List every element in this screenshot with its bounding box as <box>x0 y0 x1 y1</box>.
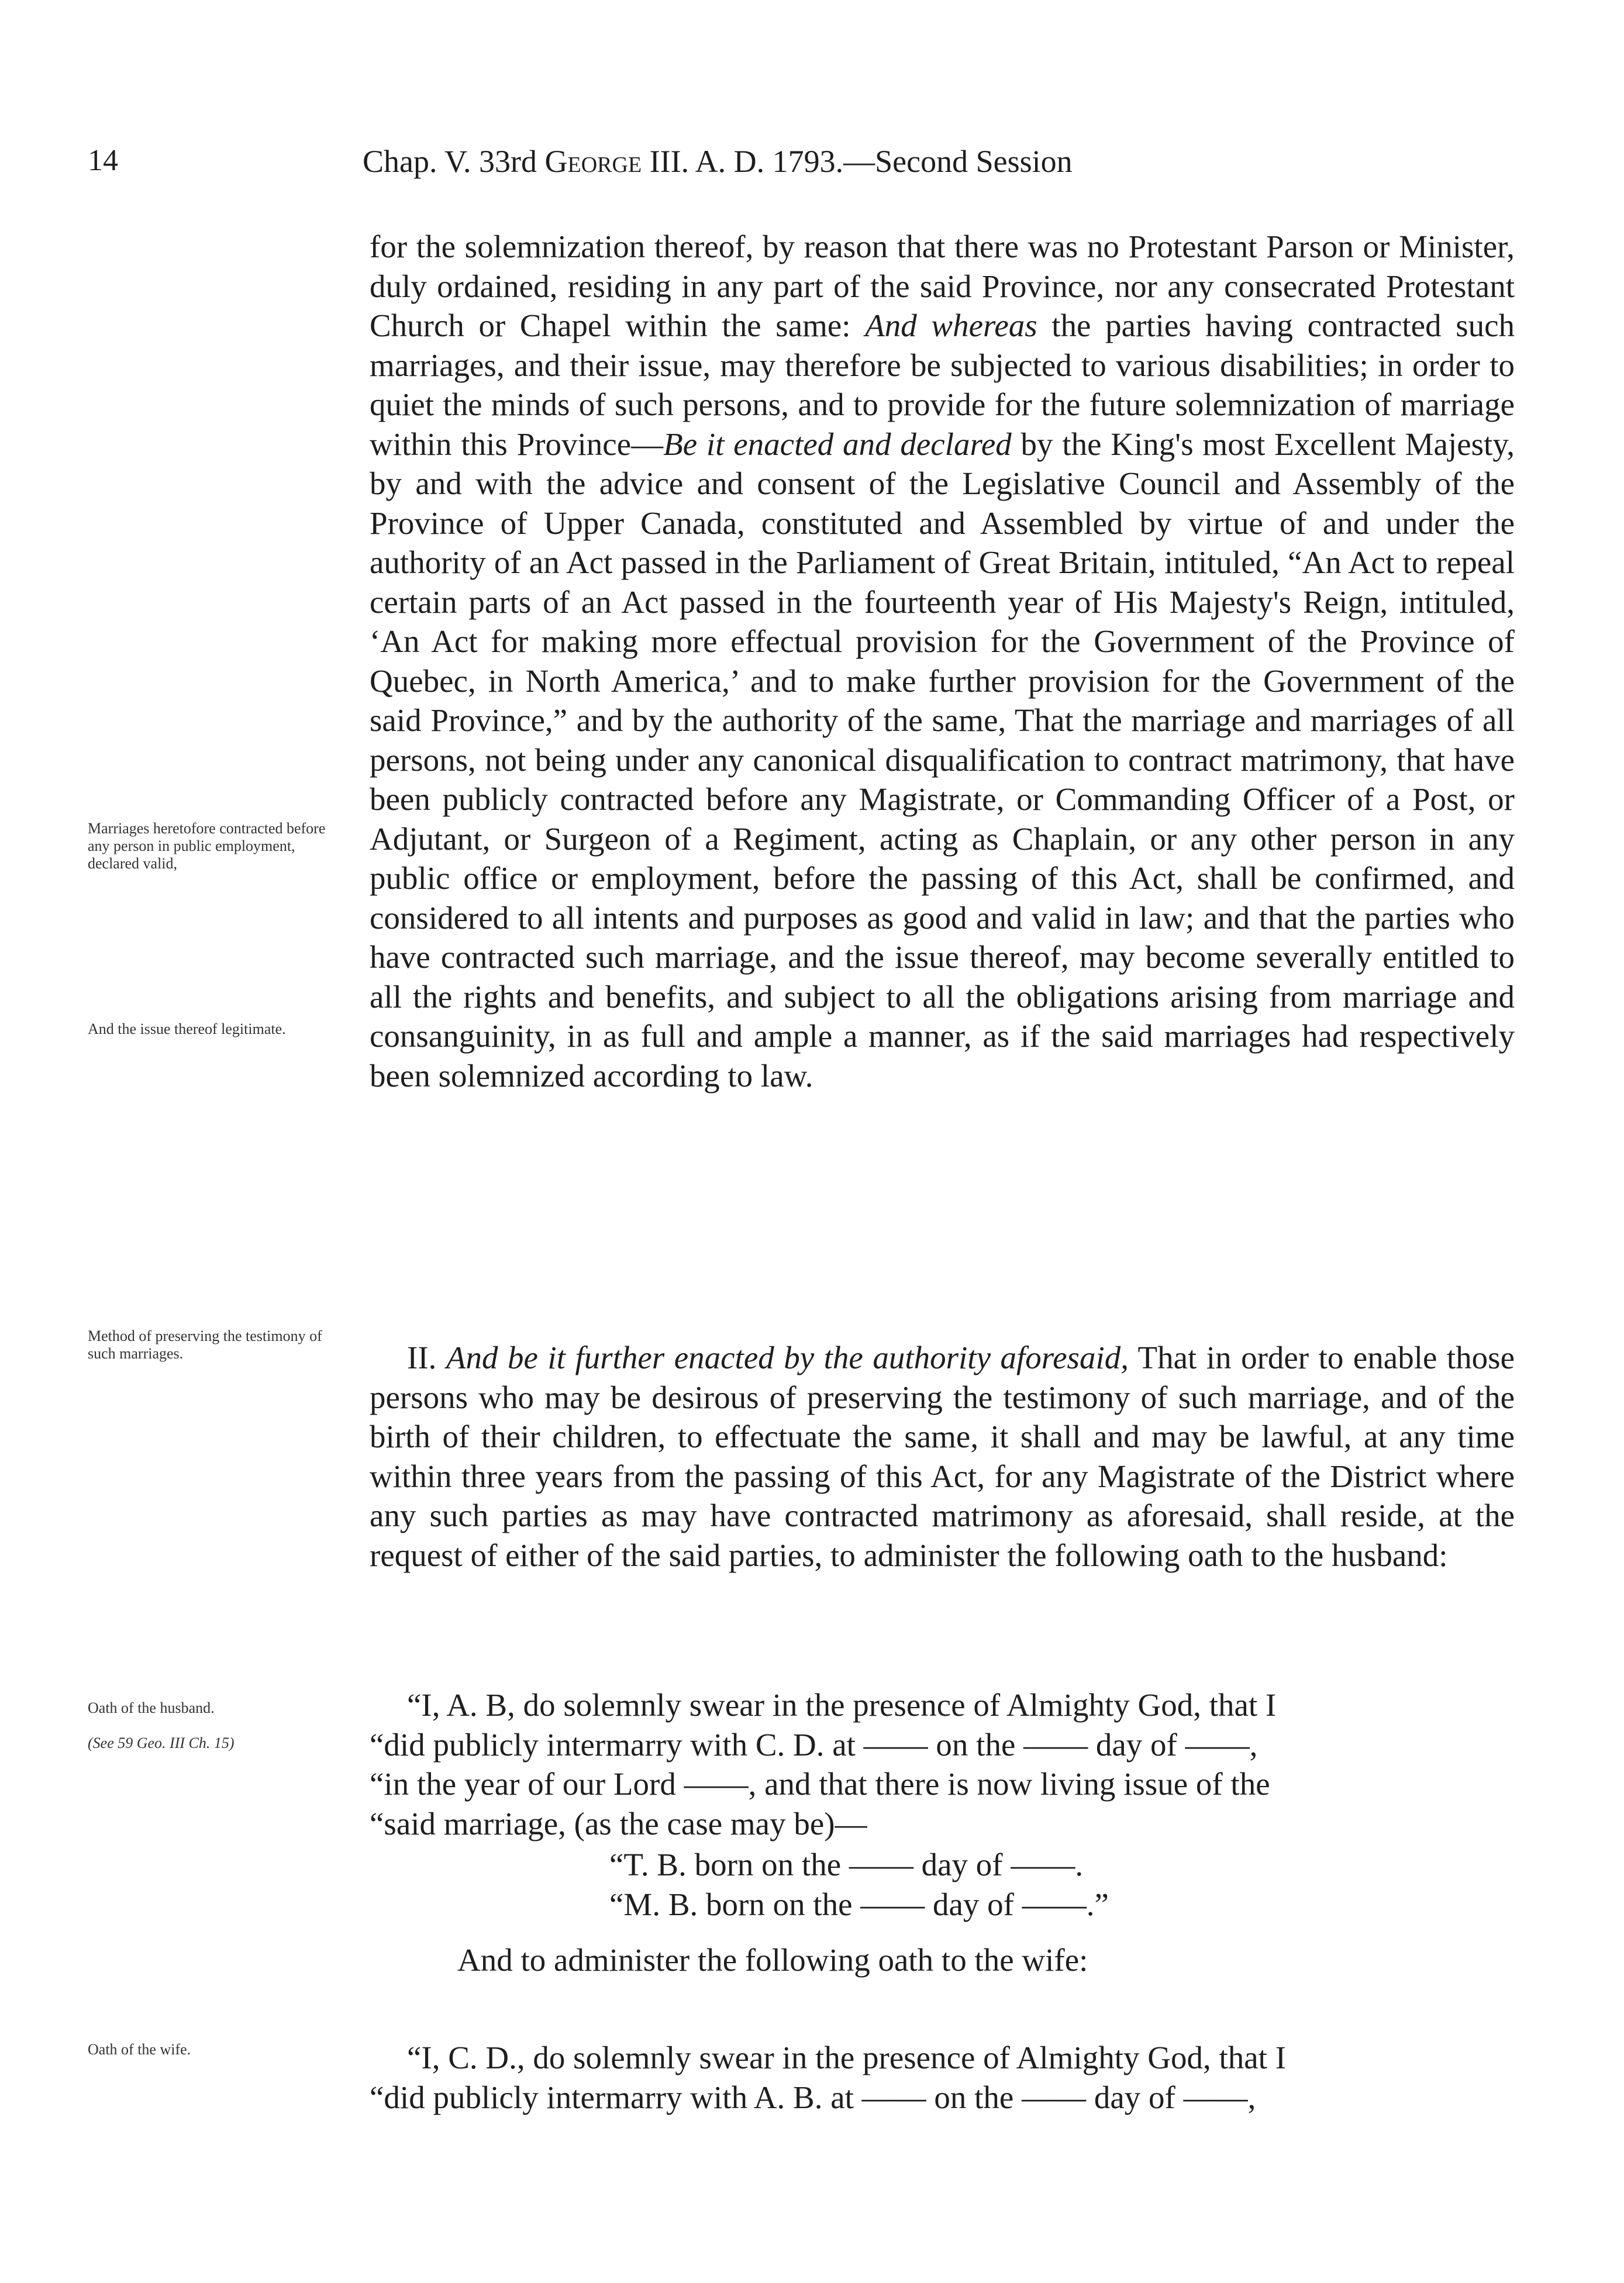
section-2-enacting-clause: And be it further enacted by the authority aforesaid, <box>446 1340 1129 1375</box>
running-head <box>363 143 1073 180</box>
marginal-note-marriages: Marriages heretofore contracted before any person in public employment, declared valid, <box>88 820 326 872</box>
oath-husband-line: “said marriage, (as the case may be)— <box>370 1805 867 1841</box>
be-it-enacted: Be it enacted and declared <box>663 426 1012 462</box>
oath-wife-intro: And to administer the following oath to the wife: <box>457 1942 1088 1978</box>
marginal-note-issue: And the issue thereof legitimate. <box>88 1020 286 1037</box>
running-head-suffix: III. A. D. 1793.—Second Session <box>642 144 1073 179</box>
preamble-part-3: by the King's most Excellent Majesty, by and with the advice and consent of the Legislative Council and Assembly of the Province of Upper Canada, constituted and Assembled by virtue of and under the authority of an Act passed in the Parliament of Great Britain, intituled, “An Act to repeal certain parts of an Act passed in the fourteenth year of His Majesty's Reign, intituled, ‘An Act for making more effectual provision for the Government of the Province of Quebec, in North America,’ and to make further provision for the Government of the said Province,” and by the authority of the same, That the marriage and marriages of all persons, not being under any canonical disqualification to contract matrimony, that have been publicly contracted before any Magistrate, or Commanding Officer of a Post, or Adjutant, or Surgeon of a Regiment, acting as Chaplain, or any other person in any public office or employment, before the passing of this Act, shall be confirmed, and considered to all intents and purposes as good and valid in law; and that the parties who have contracted such marriage, and the issue thereof, may become severally entitled to all the rights and benefits, and subject to all the obligations arising from marriage and consanguinity, in as full and ample a manner, as if the said marriages had respectively been solemnized according to law. <box>370 426 1515 1094</box>
oath-husband-line: “did publicly intermarry with C. D. at —— on the —— day of ——, <box>370 1726 1258 1763</box>
preamble-part-2: the parties having contracted such marriages, and their issue, may therefore be subjected to various disabilities; in order to quiet the minds of such persons, and to provide for the future solemnization of marriage within this Province— <box>370 308 1515 462</box>
marginal-note-see-reference: (See 59 Geo. III Ch. 15) <box>88 1734 235 1751</box>
running-head-george: George <box>544 144 642 179</box>
marginal-note-oath-wife: Oath of the wife. <box>88 2041 191 2058</box>
oath-of-husband <box>370 1685 1515 1843</box>
section-2-text: That in order to enable those persons who may be desirous of preserving the testimony of such marriage, and of the birth of their children, to effectuate the same, it shall and may be lawful, at any time within three years from the passing of this Act, for any Magistrate of the District where any such parties as may have contracted matrimony as aforesaid, shall reside, at the request of either of the said parties, to administer the following oath to the husband: <box>370 1340 1515 1573</box>
marginal-note-oath-husband: Oath of the husband. <box>88 1699 215 1716</box>
oath-wife-line: “I, C. D., do solemnly swear in the presence of Almighty God, that I <box>407 2040 1287 2075</box>
preamble-paragraph <box>370 227 1515 1095</box>
preamble-part-1: for the solemnization thereof, by reason that there was no Protestant Parson or Minister, duly ordained, residing in any part of the said Province, nor any consecrated Protestant Church or Chapel within the same: <box>370 229 1515 343</box>
running-head-prefix: Chap. V. 33rd <box>363 144 545 179</box>
oath-wife-line: “did publicly intermarry with A. B. at —— on the —— day of ——, <box>370 2079 1256 2115</box>
page-number: 14 <box>88 144 118 177</box>
child-entry: “M. B. born on the —— day of ——.” <box>609 1886 1109 1922</box>
oath-of-wife <box>370 2038 1515 2117</box>
children-list <box>370 1845 1515 1924</box>
section-numeral: II. <box>407 1340 446 1375</box>
marginal-note-method: Method of preserving the testimony of such marriages. <box>88 1327 322 1362</box>
and-whereas: And whereas <box>865 308 1037 343</box>
oath-husband-line: “in the year of our Lord ——, and that there is now living issue of the <box>370 1766 1270 1802</box>
section-2-paragraph <box>370 1338 1515 1575</box>
child-entry: “T. B. born on the —— day of ——. <box>609 1847 1084 1882</box>
oath-husband-line: “I, A. B, do solemnly swear in the presence of Almighty God, that I <box>407 1687 1277 1723</box>
